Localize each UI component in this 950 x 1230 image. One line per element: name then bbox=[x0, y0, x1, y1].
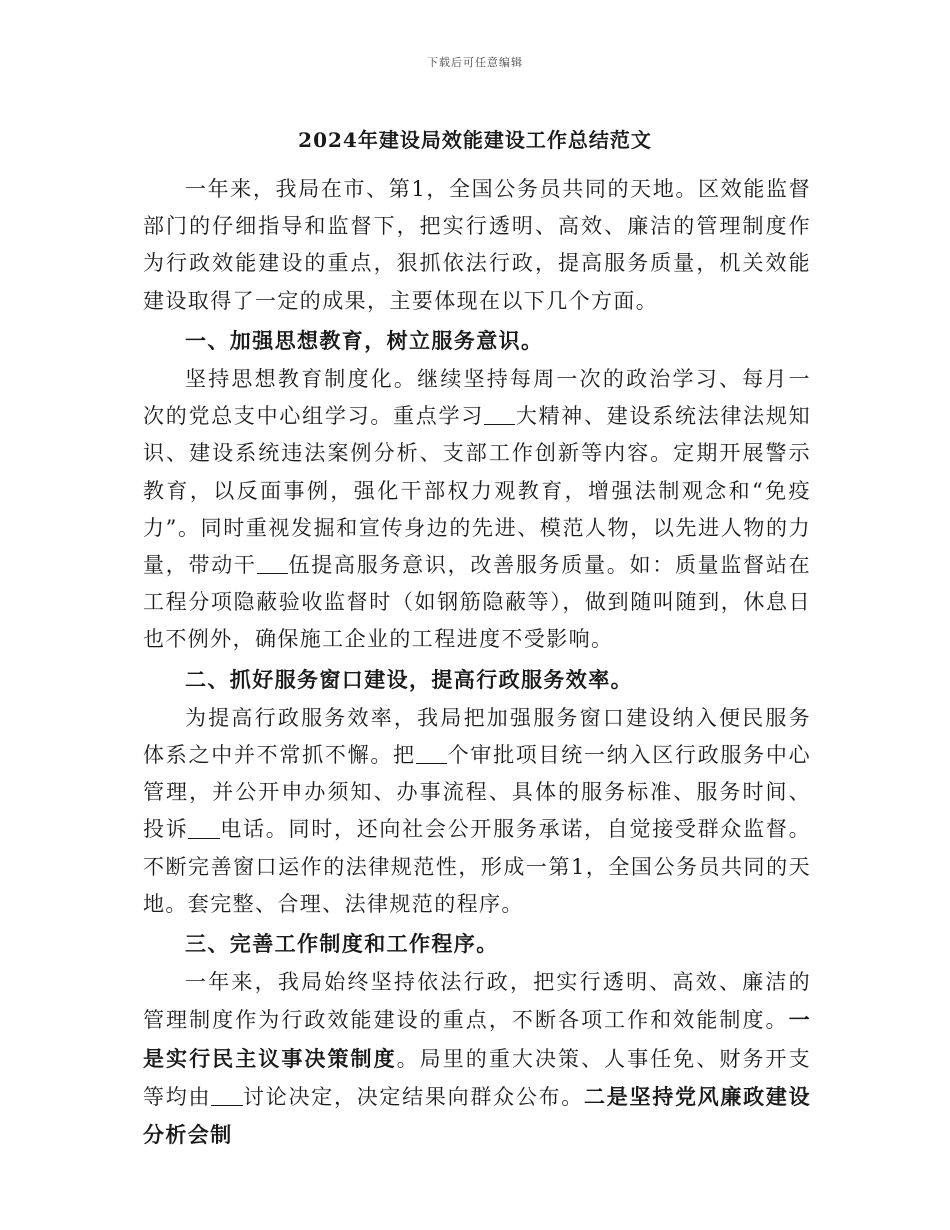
header-note: 下载后可任意编辑 bbox=[427, 56, 523, 69]
section-2-text-b: 个审批项目统一纳入区行政服务中心管理，并公开申办须知、办事流程、具体的服务标准、服务时间、投诉 bbox=[143, 743, 811, 842]
section-1-paragraph bbox=[143, 361, 811, 659]
section-1-text-b: 大精神、建设系统法律法规知识、建设系统违法案例分析、支部工作创新等内容。定期开展警示教育，以反面事例，强化干部权力观教育，增强法制观念和“免疫力”。同时重视发掘和宣传身边的先进、模范人物，以先进人物的力量，带动干 bbox=[143, 404, 811, 578]
fill-blank bbox=[188, 817, 220, 839]
section-2-text-a: 为提高行政服务效率，我局把加强服务窗口建设纳入便民服务体系之中并不常抓不懈。把 bbox=[143, 705, 811, 768]
section-3-bold-1: 一是实行民主议事决策制度 bbox=[143, 1007, 811, 1071]
section-1-text-c: 伍提高服务意识，改善服务质量。如：质量监督站在工程分项隐蔽验收监督时（如钢筋隐蔽等），做到随叫随到，休息日也不例外，确保施工企业的工程进度不受影响。 bbox=[143, 553, 812, 652]
section-2-text-c: 电话。同时，还向社会公开服务承诺，自觉接受群众监督。不断完善窗口运作的法律规范性，形成一第1，全国公务员共同的天地。套完整、合理、法律规范的程序。 bbox=[143, 817, 811, 916]
document-body bbox=[143, 171, 811, 1154]
document-title: 2024年建设局效能建设工作总结范文 bbox=[298, 128, 652, 152]
section-3-text-a: 一年来，我局始终坚持依法行政，把实行透明、高效、廉洁的管理制度作为行政效能建设的重点，不断各项工作和效能制度。 bbox=[143, 970, 811, 1033]
section-1-heading: 一、加强思想教育，树立服务意识。 bbox=[185, 327, 544, 353]
section-2-heading: 二、抓好服务窗口建设，提高行政服务效率。 bbox=[185, 666, 633, 692]
section-3-bold-2: 二是坚持党风廉政建设分析会制 bbox=[143, 1083, 812, 1148]
fill-blank bbox=[257, 552, 289, 574]
section-2-paragraph bbox=[143, 700, 811, 923]
section-3-text-b: 。局里的重大决策、人事任免、财务开支等均由 bbox=[143, 1046, 811, 1109]
section-1-text-a: 坚持思想教育制度化。继续坚持每周一次的政治学习、每月一次的党总支中心组学习。重点学习 bbox=[143, 367, 811, 429]
section-3-paragraph bbox=[143, 964, 811, 1154]
fill-blank bbox=[416, 742, 448, 764]
fill-blank bbox=[484, 403, 516, 425]
fill-blank bbox=[211, 1084, 243, 1106]
section-3-heading: 三、完善工作制度和工作程序。 bbox=[185, 931, 499, 957]
intro-paragraph: 一年来，我局在市、第1，全国公务员共同的天地。区效能监督部门的仔细指导和监督下，把实行透明、高效、廉洁的管理制度作为行政效能建设的重点，狠抓依法行政，提高服务质量，机关效能建设取得了一定的成果，主要体现在以下几个方面。 bbox=[143, 177, 811, 313]
section-3-text-c: 讨论决定，决定结果向群众公布。 bbox=[242, 1084, 585, 1109]
